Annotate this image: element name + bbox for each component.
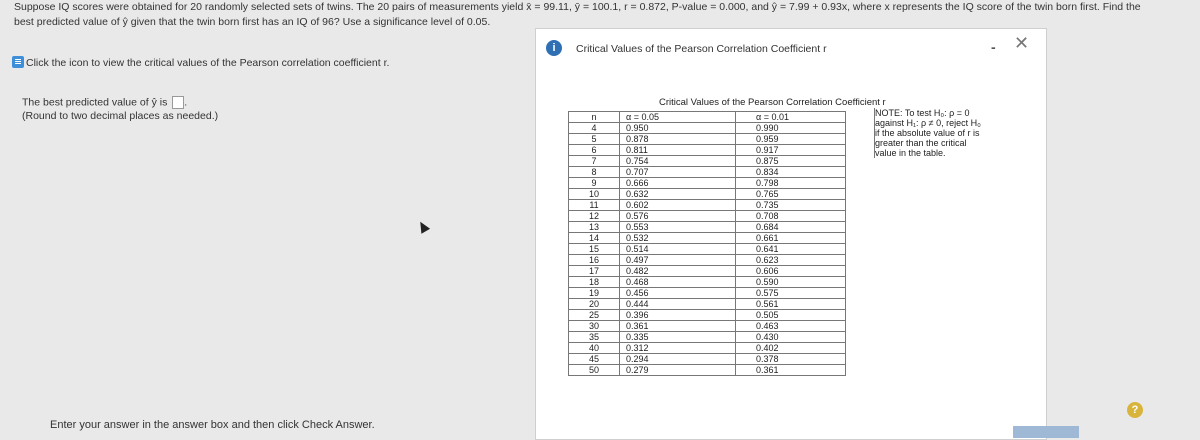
cell-alpha-001: 0.623 [736, 255, 846, 266]
cell-alpha-005: 0.754 [620, 156, 736, 167]
cell-alpha-005: 0.456 [620, 288, 736, 299]
cell-alpha-001: 0.561 [736, 299, 846, 310]
table-row [569, 299, 846, 310]
cell-alpha-001: 0.505 [736, 310, 846, 321]
header-alpha-001: α = 0.01 [736, 112, 846, 123]
header-alpha-005: α = 0.05 [620, 112, 736, 123]
mouse-cursor-icon [416, 219, 430, 234]
cell-alpha-005: 0.396 [620, 310, 736, 321]
cell-n: 18 [569, 277, 620, 288]
table-row [569, 288, 846, 299]
cell-alpha-005: 0.312 [620, 343, 736, 354]
cell-alpha-005: 0.950 [620, 123, 736, 134]
cell-alpha-001: 0.575 [736, 288, 846, 299]
table-row [569, 266, 846, 277]
cell-alpha-001: 0.641 [736, 244, 846, 255]
cell-alpha-001: 0.661 [736, 233, 846, 244]
rounding-note: (Round to two decimal places as needed.) [22, 110, 219, 122]
cell-alpha-005: 0.497 [620, 255, 736, 266]
cell-alpha-001: 0.684 [736, 222, 846, 233]
cell-alpha-005: 0.632 [620, 189, 736, 200]
cell-n: 20 [569, 299, 620, 310]
cell-alpha-001: 0.708 [736, 211, 846, 222]
cell-n: 16 [569, 255, 620, 266]
cell-n: 50 [569, 365, 620, 376]
cell-n: 40 [569, 343, 620, 354]
cell-n: 7 [569, 156, 620, 167]
table-row [569, 233, 846, 244]
table-row [569, 255, 846, 266]
table-row [569, 365, 846, 376]
note-line: against H₁: ρ ≠ 0, reject H₀ [875, 118, 981, 128]
cell-alpha-001: 0.402 [736, 343, 846, 354]
close-button[interactable]: ✕ [1014, 33, 1030, 53]
question-line-2: best predicted value of ŷ given that the twin born first has an IQ of 96? Use a significance level of 0.05. [14, 16, 491, 28]
cell-alpha-005: 0.335 [620, 332, 736, 343]
note-line: value in the table. [875, 148, 946, 158]
note-line: NOTE: To test H₀: ρ = 0 [875, 108, 970, 118]
cell-n: 5 [569, 134, 620, 145]
book-icon[interactable] [12, 56, 24, 68]
cell-alpha-001: 0.765 [736, 189, 846, 200]
minimize-button[interactable]: - [991, 39, 996, 55]
cell-alpha-005: 0.279 [620, 365, 736, 376]
table-row [569, 343, 846, 354]
cell-alpha-001: 0.361 [736, 365, 846, 376]
note-line: if the absolute value of r is [875, 128, 980, 138]
hypothesis-note [874, 108, 1003, 158]
critical-values-table [568, 111, 846, 376]
cell-n: 12 [569, 211, 620, 222]
answer-prompt: The best predicted value of ŷ is . [22, 96, 188, 109]
answer-prompt-label: The best predicted value of ŷ is [22, 96, 168, 109]
cell-alpha-001: 0.917 [736, 145, 846, 156]
table-row [569, 189, 846, 200]
cell-alpha-001: 0.798 [736, 178, 846, 189]
table-row [569, 123, 846, 134]
critical-values-link[interactable]: Click the icon to view the critical values of the Pearson correlation coefficient r. [26, 57, 390, 69]
cell-alpha-001: 0.959 [736, 134, 846, 145]
table-row [569, 167, 846, 178]
table-row [569, 134, 846, 145]
cell-alpha-005: 0.514 [620, 244, 736, 255]
cell-n: 14 [569, 233, 620, 244]
cell-alpha-005: 0.666 [620, 178, 736, 189]
table-row [569, 200, 846, 211]
cell-n: 15 [569, 244, 620, 255]
question-line-1: Suppose IQ scores were obtained for 20 randomly selected sets of twins. The 20 pairs of measurements yield x̄ = 99.11, ȳ = 100.1, r = 0.872, P-value = 0.000, and ŷ = 7.99 + 0.93x, where x represents the IQ score of the twin born first. Find the [14, 1, 1141, 13]
cell-alpha-005: 0.811 [620, 145, 736, 156]
cell-n: 35 [569, 332, 620, 343]
cell-alpha-001: 0.378 [736, 354, 846, 365]
answer-input[interactable] [172, 96, 184, 109]
cell-n: 19 [569, 288, 620, 299]
cell-alpha-005: 0.878 [620, 134, 736, 145]
critical-values-popup [535, 28, 1047, 440]
cell-alpha-001: 0.463 [736, 321, 846, 332]
table-row [569, 211, 846, 222]
cell-n: 11 [569, 200, 620, 211]
cell-alpha-001: 0.834 [736, 167, 846, 178]
cell-alpha-005: 0.576 [620, 211, 736, 222]
table-row [569, 277, 846, 288]
help-icon[interactable]: ? [1127, 402, 1143, 418]
cell-alpha-001: 0.430 [736, 332, 846, 343]
cell-alpha-001: 0.606 [736, 266, 846, 277]
info-icon: i [546, 40, 562, 56]
table-row [569, 354, 846, 365]
table-row [569, 332, 846, 343]
instructions-text: Enter your answer in the answer box and then click Check Answer. [50, 419, 375, 431]
question-text [14, 0, 1194, 30]
cell-n: 17 [569, 266, 620, 277]
table-row [569, 156, 846, 167]
cell-alpha-001: 0.990 [736, 123, 846, 134]
table-row [569, 321, 846, 332]
cell-n: 4 [569, 123, 620, 134]
popup-title: Critical Values of the Pearson Correlation Coefficient r [576, 43, 827, 55]
cell-alpha-005: 0.361 [620, 321, 736, 332]
cell-alpha-005: 0.553 [620, 222, 736, 233]
cell-n: 9 [569, 178, 620, 189]
cell-alpha-005: 0.707 [620, 167, 736, 178]
cell-alpha-005: 0.602 [620, 200, 736, 211]
cell-n: 30 [569, 321, 620, 332]
cell-n: 25 [569, 310, 620, 321]
table-row [569, 145, 846, 156]
table-row [569, 178, 846, 189]
cell-n: 13 [569, 222, 620, 233]
cell-alpha-001: 0.590 [736, 277, 846, 288]
table-row [569, 244, 846, 255]
cell-n: 10 [569, 189, 620, 200]
cell-alpha-001: 0.735 [736, 200, 846, 211]
table-row [569, 310, 846, 321]
cell-n: 8 [569, 167, 620, 178]
table-row [569, 222, 846, 233]
cell-n: 45 [569, 354, 620, 365]
cell-alpha-005: 0.444 [620, 299, 736, 310]
cell-alpha-005: 0.532 [620, 233, 736, 244]
cell-alpha-005: 0.482 [620, 266, 736, 277]
note-line: greater than the critical [875, 138, 967, 148]
check-answer-button[interactable] [1013, 426, 1079, 438]
header-n: n [569, 112, 620, 123]
cell-alpha-005: 0.294 [620, 354, 736, 365]
table-title: Critical Values of the Pearson Correlation Coefficient r [659, 97, 886, 108]
cell-n: 6 [569, 145, 620, 156]
cell-alpha-005: 0.468 [620, 277, 736, 288]
cell-alpha-001: 0.875 [736, 156, 846, 167]
